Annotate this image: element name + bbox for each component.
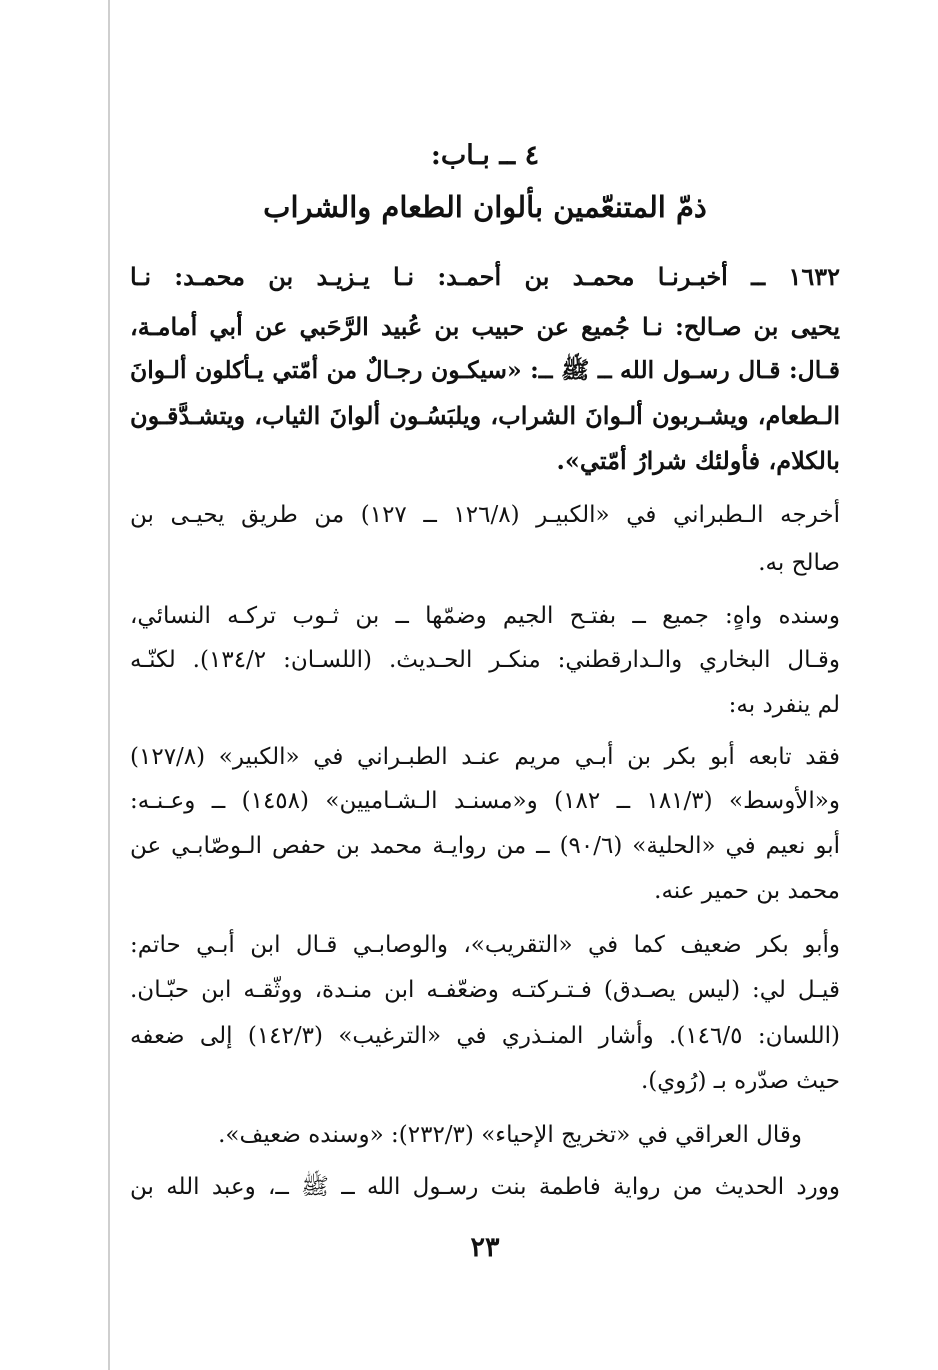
- text-line: وقـال البخاري والـدارقطني: منكـر الحـديث. (اللسـان: ١٣٤/٢). لكنّـه: [130, 647, 840, 673]
- text-line: محمد بن حمير عنه.: [654, 878, 840, 904]
- text-line: لم ينفرد به:: [728, 692, 840, 718]
- hadith-line: قـال: قـال رسـول الله ــ ﷺ ــ: «سيكـون رجـالٌ من أمّتي يـأكلون ألـوانَ: [130, 356, 840, 384]
- text-line: قيـل لي: (ليس يصـدق) فـتـركتـه وضعّفـه ابن منـدة، ووثّقـه ابن حبّـان.: [130, 977, 840, 1003]
- page-gutter-line: [108, 0, 110, 1370]
- page-number: ٢٣: [470, 1232, 500, 1263]
- text-line: أخرجه الـطبراني في «الكبيـر (١٢٦/٨ ــ ١٢٧) من طريق يحيـى بن: [130, 502, 840, 528]
- text-line: فقد تابعه أبو بكر بن أبـي مريم عنـد الطبـراني في «الكبير» (١٢٧/٨): [130, 744, 840, 770]
- text-line: وورد الحديث من رواية فاطمة بنت رسـول الله ــ ﷺ ــ، وعبد الله بن: [130, 1174, 840, 1200]
- hadith-line: بالكلام، فأولئك شرارُ أمّتي».: [556, 446, 840, 475]
- text-line: (اللسان: ١٤٦/٥). وأشار المنـذري في «الترغيب» (١٤٢/٣) إلى ضعفه: [130, 1023, 840, 1049]
- text-line: حيث صدّره بـ (رُوي).: [640, 1068, 840, 1094]
- hadith-line: الـطعام، ويشـربون ألـوانَ الشراب، ويلبَسُـون ألوانَ الثياب، ويتشـدَّقـون: [130, 401, 840, 430]
- text-line: وسنده واهٍ: جميع ــ بفتـح الجيم وضمّها ــ بن ثـوب تركـه النسائي،: [130, 603, 840, 629]
- chapter-heading: ٤ ــ بـاب:: [430, 140, 540, 171]
- hadith-line: ١٦٣٢ ــ أخبـرنـا محمـد بن أحمـد: نـا يـزيـد بن محمـد: نـا: [130, 262, 840, 291]
- text-line: أبو نعيم في «الحلية» (٩٠/٦) ــ من روايـة محمد بن حفص الـوصّابـي عن: [130, 833, 840, 859]
- text-line: وقال العراقي في «تخريج الإحياء» (٢٣٢/٣): «وسنده ضعيف».: [218, 1122, 802, 1148]
- text-line: صالح به.: [758, 550, 840, 576]
- hadith-line: يحيى بن صـالح: نـا جُميع عن حبيب بن عُبيد الرَّحَبي عن أبي أمامـة،: [130, 312, 840, 341]
- text-line: وأبو بكر ضعيف كما في «التقريب»، والوصابـي قـال ابن أبـي حاتم:: [130, 932, 840, 958]
- book-page: [130, 0, 840, 1370]
- chapter-title: ذمّ المتنعّمين بألوان الطعام والشراب: [263, 190, 707, 224]
- text-line: و«الأوسط» (١٨١/٣ ــ ١٨٢) و«مسنـد الـشـاميين» (١٤٥٨) ــ وعـنـه:: [130, 788, 840, 814]
